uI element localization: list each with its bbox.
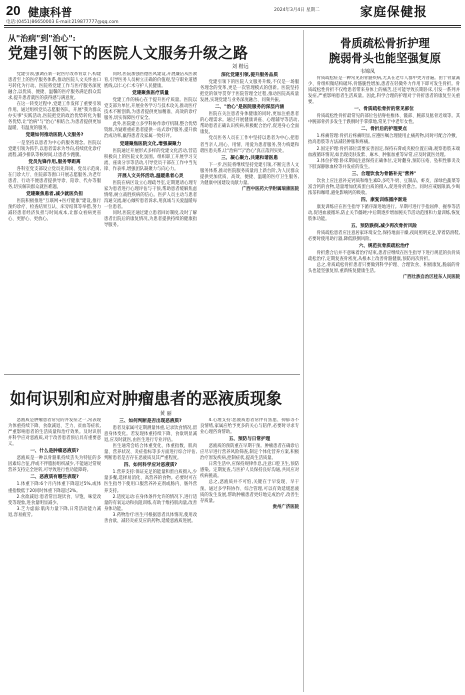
paragraph: 骨质疏松患者应注意居家环境安全,保持地面干燥,夜间照明充足,穿着防滑鞋,必要时使用助行器,降低跌倒风险。 [308, 231, 460, 243]
subheading: 三、凝心聚力,共建和谐医患 [221, 155, 278, 161]
paragraph: 日常生活中,应保持规律作息,注意口腔卫生,预防感染。定期复查,与医护人员保持良好沟通,共同应对疾病挑战。 [200, 462, 299, 480]
paragraph: 4.心理支持:恶液质患者常伴有焦虑、抑郁等不良情绪,家属应给予更多的关心与陪伴,必要时寻求专业心理咨询帮助。 [200, 418, 299, 436]
section-title: 健康科普 [28, 6, 72, 19]
article1-author: 刘 楷远 [232, 64, 249, 70]
article1-column-1 [8, 72, 101, 372]
article-source: 广西中医药大学附属瑞康医院 [241, 186, 299, 192]
paragraph: 1.体重下降:6个月内体重下降超过5%,或体重指数低于20同时体重下降超过2%。 [8, 482, 101, 494]
article3-body [308, 76, 460, 690]
subheading: 六、规范抗骨质疏松治疗 [358, 244, 410, 250]
paragraph: 总之,骨质疏松骨折患者只要做到科学护理、合理饮食、积极康复,脆弱的骨头也能坚强复原,重新恢复健康生活。 [308, 263, 460, 275]
article1-column-3 [200, 72, 299, 372]
paragraph: 此外,医院建立多学科协作诊疗机制,整合优势资源,为疑难重症患者提供一站式诊疗服务,提升救治成功率,赢得患者及家属一致好评。 [104, 122, 197, 140]
subheading: 党建聚焦医疗质量 [132, 91, 169, 97]
article1-kicker: 从"治病"到"治心": [8, 33, 76, 43]
paragraph: 饮食上应注意补充钙质和维生素D,多吃牛奶、豆制品、虾皮、深绿色蔬菜等富含钙的食物,适量增加优质蛋白质的摄入,促进骨折愈合。同时应戒烟限酒,少喝浓茶和咖啡,避免影响钙的吸收。 [308, 178, 460, 196]
paragraph: 3.药物治疗:医生可根据患者具体情况,使用改善食欲、减轻炎症反应的药物,延缓恶液质进展。 [104, 512, 197, 524]
header-rule-thin [4, 27, 461, 28]
paragraph: 医院通过开展形式多样的党建文化活动,营造积极向上的医院文化氛围。组织职工开展学习交流、座谈分享等活动,引导党员干部在工作中当先锋、作表率,增强团队凝聚力与向心力。 [104, 148, 197, 172]
article2-title: 如何识别和应对肿瘤患者的恶液质现象 [10, 389, 283, 408]
article-source: 贵州广济医院 [272, 504, 299, 510]
newspaper-name: 家庭保健报 [360, 4, 428, 19]
paragraph: 康复训练应在医生指导下循序渐进地进行。早期可进行手指屈伸、握拳等活动,促进血液循环,防止关节僵硬;中后期逐步增加腕关节活动范围和力量训练,恢复肢体功能。 [308, 204, 460, 223]
subheading: 三、如何判断是否出现恶液质? [119, 419, 182, 424]
paragraph: 3.乏力虚弱:肌肉力量下降,日常活动能力减退,容易疲劳。 [8, 506, 101, 518]
subheading: 四、康复训练循序渐进 [361, 197, 407, 203]
paragraph: 党建工作的核心在于提升医疗质量。医院以党支部为单位,开展业务学习与技术攻关,推动医疗技术不断创新,为患者提供更加精准、高效的诊疗服务,切实保障医疗安全。 [104, 98, 197, 122]
article3-title [310, 36, 460, 66]
subheading: 五、预防与日常护理 [228, 437, 271, 443]
subheading: 二、骨折后的护理要点 [361, 127, 407, 133]
paragraph: 1.营养支持:保证充足的能量和蛋白质摄入,少量多餐,选择易消化、高营养的食物。必要时可在医生指导下使用口服营养补充剂或肠内、肠外营养支持。 [104, 470, 197, 494]
paragraph: 骨质疏松症是一种常见的骨骼疾病,尤其在老年人群中更为普遍。由于骨量减少、骨组织微结构破坏,骨骼脆性增加,患者在轻微外力作用下即可发生骨折。骨质疏松性骨折不仅给患者带来身体上的痛苦,还可能导致长期卧床,引发一系列并发症,严重影响患者生活质量。因此,科学合理的护理对于骨折患者的康复至关重要。 [308, 76, 460, 106]
article3-author: 韦锦凤 [360, 69, 376, 75]
paragraph: 党员医务人员在工作中坚持以患者为中心,把患者当亲人,用心、用情、用爱为患者服务,努力构建和谐医患关系,让"治病"与"治心"真正落到实处。 [200, 136, 299, 154]
subheading: 一、什么是肿瘤恶液质? [30, 449, 79, 455]
subheading: 党建聚焦患者,减少就医负担 [26, 191, 83, 197]
subheading: 三、合理饮食为骨骼补充"营养" [351, 171, 417, 177]
paragraph: 恶液质的预防重在早期干预。肿瘤患者在确诊后应尽早进行营养风险筛查,制定个体化营养方案,积极治疗原发疾病,控制症状,提高生活质量。 [200, 444, 299, 462]
column-divider [303, 30, 304, 692]
subheading: 五、预防跌倒,减少再次骨折风险 [350, 224, 418, 230]
paragraph: 同时,医院还通过建立患者回访制度,及时了解患者出院后的康复情况,为患者提供持续的健康指导服务。 [104, 211, 197, 229]
article1-title: 党建引领下的医院人文服务升级之路 [8, 45, 248, 62]
subheading: 一、骨质疏松骨折的常见部位 [354, 107, 414, 113]
paragraph: 医院积极推进"互联网+医疗健康"建设,推行预约诊疗、检查结果互认、床旁结算等举措,努力减轻患者经济负担与时间成本,让群众看病更省心、更舒心、更放心。 [8, 198, 101, 223]
paragraph: 患者及家属可定期测量体重,记录饮食情况,留意身体变化。若发现体重持续下降、食欲明显减退,应及时就医,由医生进行专业评估。 [104, 426, 197, 444]
subheading: 四、如何科学应对恶液质? [123, 463, 178, 469]
subheading: 党员先锋作用,服务零距离 [28, 159, 81, 165]
paragraph: 总之,恶液质并不可怕,关键在于早发现、早干预。通过多学科协作、综合管理,可以有效延缓恶液质的发生发展,帮助肿瘤患者更好地完成治疗,改善生存质量。 [200, 480, 299, 504]
article2-column-2 [104, 418, 197, 690]
paragraph: 医生通常会结合体重变化、体重指数、肌肉量、营养状况、炎症指标等多方面进行综合评估,判断患者是否存在恶液质及其严重程度。 [104, 444, 197, 462]
paragraph: 2.固定护理:骨折部位需要妥善固定,保持石膏或夹板位置正确,观察患肢末端血液循环情况,如出现皮肤发紫、麻木、肿胀加重等异常,应及时就医处理。 [308, 146, 460, 158]
article2-column-3 [200, 418, 299, 690]
paragraph: 骨折愈合后并不意味着治疗结束,患者应继续在医生指导下进行规范的抗骨质疏松治疗,定期复查骨密度,从根本上改善骨骼健康,预防再次骨折。 [308, 251, 460, 263]
issue-date: 2024年3月4日 星期二 [274, 8, 320, 13]
paragraph: 骨质疏松性骨折最常见的部位包括脊柱椎体、髋部、腕部及肱骨近端等。其中腕部骨折多发生于跌倒时手掌撑地,常见于中老年女性。 [308, 114, 460, 126]
article2-author: 黄 丽 [160, 411, 172, 417]
subheading: 党建聚焦医院文化,增强凝聚力 [119, 141, 182, 147]
article-divider [4, 374, 300, 375]
paragraph: 下一步,医院将继续坚持党建引领,不断完善人文服务体系,推动医院服务质量再上新台阶,为人民群众提供更加优质、高效、便捷、温暖的医疗卫生服务,为健康中国建设贡献力量。 [200, 162, 299, 186]
paragraph: 恶液质是肿瘤患者常见的并发症之一,常表现为体重持续下降、食欲减退、乏力、贫血等症状,严重影响患者的生活质量和治疗效果。及时识别并科学应对恶液质,对于改善患者预后具有重要意义。 [8, 418, 101, 448]
article1-column-2 [104, 72, 197, 372]
subheading: 二、"治心"是医院服务的深层内涵 [214, 105, 285, 111]
paragraph: 党建引领下的医院人文服务升级,不仅是一场服务理念的变革,更是一次管理模式的创新。医院坚持把党的领导贯穿于医院管理全过程,推动医院高质量发展,实现党建与业务深度融合、同频共振。 [200, 80, 299, 104]
subheading: 深化党建引领,提升服务品质 [221, 73, 278, 78]
article3-title-line2: 腕弱骨头也能坚强复原 [329, 51, 441, 65]
contact-line: 电话:(0451)86650003 E-mail:219877777@qq.com [6, 20, 119, 25]
page-number: 20 [6, 3, 21, 18]
article3-title-line1: 骨质疏松骨折护理 [340, 36, 430, 50]
subheading: 党建如何推动医院人文服务? [25, 133, 84, 139]
paragraph: 党建引领,强调在新一轮医疗改革背景下,构建患者至上的医疗服务体系,推动医院人文关怀由口号转化为行动。医院将党建工作与医疗服务深度融合,以优质、便捷、温馨的医疗服务满足群众需求,提升患者就医的获得感与满意度。 [8, 72, 101, 102]
header-rule [4, 25, 461, 26]
paragraph: 恶液质是一种以骨骼肌持续丢失为特征的多因素综合征,伴或不伴脂肪组织减少,不能通过常规营养支持完全逆转,可导致进行性功能障碍。 [8, 456, 101, 474]
paragraph: 同时,医院加强医德医风建设,开展廉洁从医教育,引导医务人员树立正确的价值观,坚守职业道德底线,以仁心仁术守护人民健康。 [104, 72, 197, 90]
paragraph: 医院在病区设立心理疏导室,定期邀请心理专家为患者进行心理评估与干预,帮助患者缓解焦虑情绪,树立战胜疾病的信心。医护人员主动与患者沟通交流,耐心倾听患者诉求,用真诚与关爱温暖每一位患者。 [104, 180, 197, 210]
paragraph: 各科室党支部设立党员先锋岗、党员示范岗,在门诊大厅、住院部等窗口开展志愿服务,为老年患者、行动不便患者提供导诊、陪诊、代办等服务,切实解决群众就医难题。 [8, 166, 101, 190]
paragraph: 在这一转变过程中,党建工作发挥了重要引领作用。通过组织党员志愿服务队、开展"我为群众办实事"实践活动,医院把党的政治优势转化为服务优势,让"治病"与"治心"相结合,为患者提供更加温暖、有温度的服务。 [8, 102, 101, 132]
paragraph: 一是坚持以患者为中心的服务理念。医院以党建引领为抓手,以患者需求为导向,持续优化诊疗流程,减少排队等候时间,让患者少跑腿。 [8, 140, 101, 158]
subheading: 开展人文关怀活动,温暖患者心灵 [117, 173, 184, 179]
article-source: 广西壮族自治区桂东人民医院 [402, 275, 460, 281]
article2-column-1 [8, 418, 101, 690]
paragraph: 医院在关注患者身体健康的同时,更加注重患者的心理需求。通过开展健康讲座、心理辅导等活动,帮助患者正确认识疾病,积极配合治疗,促进身心全面康复。 [200, 112, 299, 136]
subheading: 二、恶液质有哪些表现? [30, 475, 79, 481]
paragraph: 3.体位护理:卧床期间注意保持正确体位,定时翻身,预防压疮、坠积性肺炎及下肢深静脉血栓等并发症的发生。 [308, 158, 460, 170]
paragraph: 2.食欲减退:患者常出现厌食、早饱、味觉改变等现象,进食量明显减少。 [8, 494, 101, 506]
paragraph: 1.疼痛管理:骨折后疼痛明显,应遵医嘱合理使用止痛药物,同时可配合冷敷、抬高患肢等方法减轻肿胀和疼痛。 [308, 134, 460, 146]
paragraph: 2.适度运动:在身体条件允许的情况下,进行适量的有氧运动和抗阻训练,有助于维持肌肉量,改善身体功能。 [104, 494, 197, 512]
